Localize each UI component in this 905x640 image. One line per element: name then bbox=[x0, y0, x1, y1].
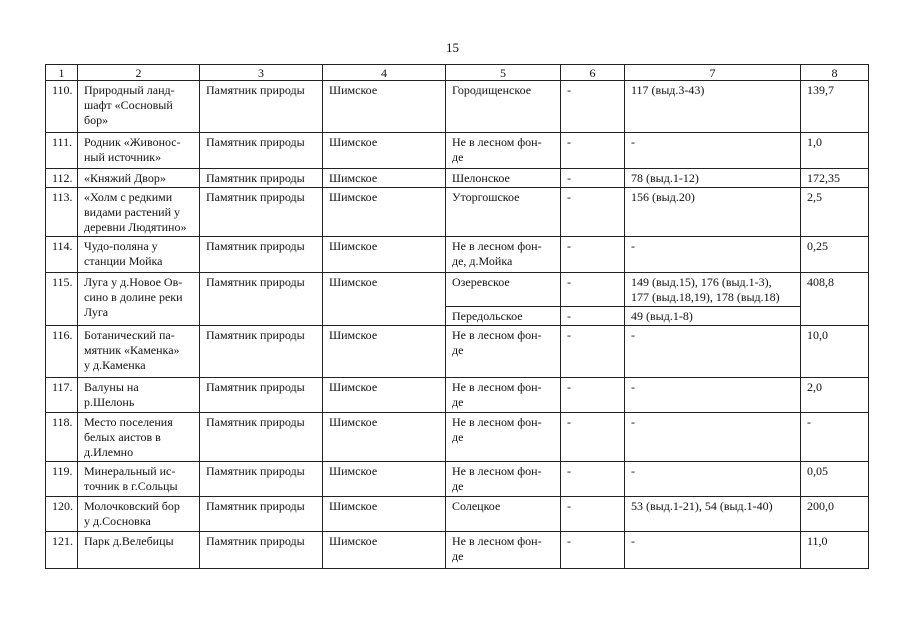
district: Шимское bbox=[323, 237, 446, 273]
object-type: Памятник природы bbox=[200, 188, 323, 237]
area-value: 172,35 bbox=[801, 169, 869, 188]
column-header: 1 bbox=[46, 65, 78, 81]
district: Шимское bbox=[323, 378, 446, 413]
forest-quarters: - bbox=[625, 532, 801, 569]
object-type: Памятник природы bbox=[200, 378, 323, 413]
table-row bbox=[46, 497, 869, 532]
forest-quarters: - bbox=[625, 378, 801, 413]
district: Шимское bbox=[323, 462, 446, 497]
object-name: Валуны на р.Шелонь bbox=[78, 378, 200, 413]
forestry: Не в лесном фон- де, д.Мойка bbox=[446, 237, 561, 273]
table-body bbox=[46, 81, 869, 569]
forestry: Городищенское bbox=[446, 81, 561, 133]
column-6-value: - bbox=[561, 307, 625, 326]
row-number: 118. bbox=[46, 413, 78, 462]
column-6-value: - bbox=[561, 497, 625, 532]
table-row bbox=[46, 273, 869, 307]
object-name: Родник «Живонос- ный источник» bbox=[78, 133, 200, 169]
forestry: Уторгошское bbox=[446, 188, 561, 237]
table-row bbox=[46, 237, 869, 273]
object-type: Памятник природы bbox=[200, 532, 323, 569]
column-6-value: - bbox=[561, 81, 625, 133]
area-value: 11,0 bbox=[801, 532, 869, 569]
forest-quarters: 53 (выд.1-21), 54 (выд.1-40) bbox=[625, 497, 801, 532]
object-name: Чудо-поляна у станции Мойка bbox=[78, 237, 200, 273]
table-row bbox=[46, 462, 869, 497]
forest-quarters: - bbox=[625, 133, 801, 169]
table-row bbox=[46, 169, 869, 188]
column-6-value: - bbox=[561, 133, 625, 169]
column-6-value: - bbox=[561, 273, 625, 307]
forestry: Не в лесном фон- де bbox=[446, 462, 561, 497]
area-value: 0,25 bbox=[801, 237, 869, 273]
column-6-value: - bbox=[561, 462, 625, 497]
column-header: 5 bbox=[446, 65, 561, 81]
forest-quarters: 49 (выд.1-8) bbox=[625, 307, 801, 326]
forest-quarters: - bbox=[625, 462, 801, 497]
column-6-value: - bbox=[561, 532, 625, 569]
object-type: Памятник природы bbox=[200, 133, 323, 169]
forestry: Передольское bbox=[446, 307, 561, 326]
district: Шимское bbox=[323, 413, 446, 462]
object-type: Памятник природы bbox=[200, 326, 323, 378]
district: Шимское bbox=[323, 497, 446, 532]
table-row bbox=[46, 413, 869, 462]
page-number: 15 bbox=[446, 40, 459, 55]
forestry: Не в лесном фон- де bbox=[446, 378, 561, 413]
row-number: 121. bbox=[46, 532, 78, 569]
object-type: Памятник природы bbox=[200, 497, 323, 532]
district: Шимское bbox=[323, 532, 446, 569]
table-row bbox=[46, 532, 869, 569]
area-value: 2,0 bbox=[801, 378, 869, 413]
object-type: Памятник природы bbox=[200, 169, 323, 188]
forest-quarters: - bbox=[625, 413, 801, 462]
area-value: 0,05 bbox=[801, 462, 869, 497]
row-number: 117. bbox=[46, 378, 78, 413]
object-type: Памятник природы bbox=[200, 81, 323, 133]
object-type: Памятник природы bbox=[200, 273, 323, 326]
row-number: 120. bbox=[46, 497, 78, 532]
column-6-value: - bbox=[561, 378, 625, 413]
header-row bbox=[46, 65, 869, 81]
row-number: 110. bbox=[46, 81, 78, 133]
object-type: Памятник природы bbox=[200, 413, 323, 462]
column-header: 8 bbox=[801, 65, 869, 81]
forest-quarters: 156 (выд.20) bbox=[625, 188, 801, 237]
object-type: Памятник природы bbox=[200, 237, 323, 273]
district: Шимское bbox=[323, 326, 446, 378]
protected-areas-table bbox=[45, 64, 869, 569]
district: Шимское bbox=[323, 273, 446, 326]
area-value: 139,7 bbox=[801, 81, 869, 133]
forest-quarters: 78 (выд.1-12) bbox=[625, 169, 801, 188]
table-row bbox=[46, 133, 869, 169]
column-6-value: - bbox=[561, 237, 625, 273]
forest-quarters: - bbox=[625, 237, 801, 273]
object-name: Ботанический па- мятник «Каменка» у д.Каменка bbox=[78, 326, 200, 378]
area-value: - bbox=[801, 413, 869, 462]
district: Шимское bbox=[323, 169, 446, 188]
row-number: 119. bbox=[46, 462, 78, 497]
table-row bbox=[46, 326, 869, 378]
object-name: Минеральный ис- точник в г.Сольцы bbox=[78, 462, 200, 497]
row-number: 116. bbox=[46, 326, 78, 378]
object-name: Луга у д.Новое Ов- сино в долине реки Луга bbox=[78, 273, 200, 326]
forestry: Не в лесном фон- де bbox=[446, 413, 561, 462]
district: Шимское bbox=[323, 188, 446, 237]
column-6-value: - bbox=[561, 188, 625, 237]
forestry: Не в лесном фон- де bbox=[446, 532, 561, 569]
forestry: Шелонское bbox=[446, 169, 561, 188]
column-header: 7 bbox=[625, 65, 801, 81]
forest-quarters: - bbox=[625, 326, 801, 378]
forestry: Не в лесном фон- де bbox=[446, 133, 561, 169]
row-number: 112. bbox=[46, 169, 78, 188]
table-row bbox=[46, 378, 869, 413]
area-value: 2,5 bbox=[801, 188, 869, 237]
object-name: «Княжий Двор» bbox=[78, 169, 200, 188]
forest-quarters: 117 (выд.3-43) bbox=[625, 81, 801, 133]
row-number: 113. bbox=[46, 188, 78, 237]
forest-quarters: 149 (выд.15), 176 (выд.1-3), 177 (выд.18,19), 178 (выд.18) bbox=[625, 273, 801, 307]
object-name: Парк д.Велебицы bbox=[78, 532, 200, 569]
column-6-value: - bbox=[561, 326, 625, 378]
column-6-value: - bbox=[561, 413, 625, 462]
row-number: 115. bbox=[46, 273, 78, 326]
column-header: 4 bbox=[323, 65, 446, 81]
forestry: Солецкое bbox=[446, 497, 561, 532]
table-row bbox=[46, 188, 869, 237]
object-type: Памятник природы bbox=[200, 462, 323, 497]
column-header: 6 bbox=[561, 65, 625, 81]
district: Шимское bbox=[323, 133, 446, 169]
row-number: 114. bbox=[46, 237, 78, 273]
area-value: 1,0 bbox=[801, 133, 869, 169]
area-value: 408,8 bbox=[801, 273, 869, 326]
column-header: 3 bbox=[200, 65, 323, 81]
object-name: Молочковский бор у д.Сосновка bbox=[78, 497, 200, 532]
table-row bbox=[46, 81, 869, 133]
column-6-value: - bbox=[561, 169, 625, 188]
object-name: Место поселения белых аистов в д.Илемно bbox=[78, 413, 200, 462]
district: Шимское bbox=[323, 81, 446, 133]
column-header: 2 bbox=[78, 65, 200, 81]
forestry: Озеревское bbox=[446, 273, 561, 307]
forestry: Не в лесном фон- де bbox=[446, 326, 561, 378]
area-value: 10,0 bbox=[801, 326, 869, 378]
row-number: 111. bbox=[46, 133, 78, 169]
object-name: «Холм с редкими видами растений у деревни Людятино» bbox=[78, 188, 200, 237]
area-value: 200,0 bbox=[801, 497, 869, 532]
object-name: Природный ланд- шафт «Сосновый бор» bbox=[78, 81, 200, 133]
